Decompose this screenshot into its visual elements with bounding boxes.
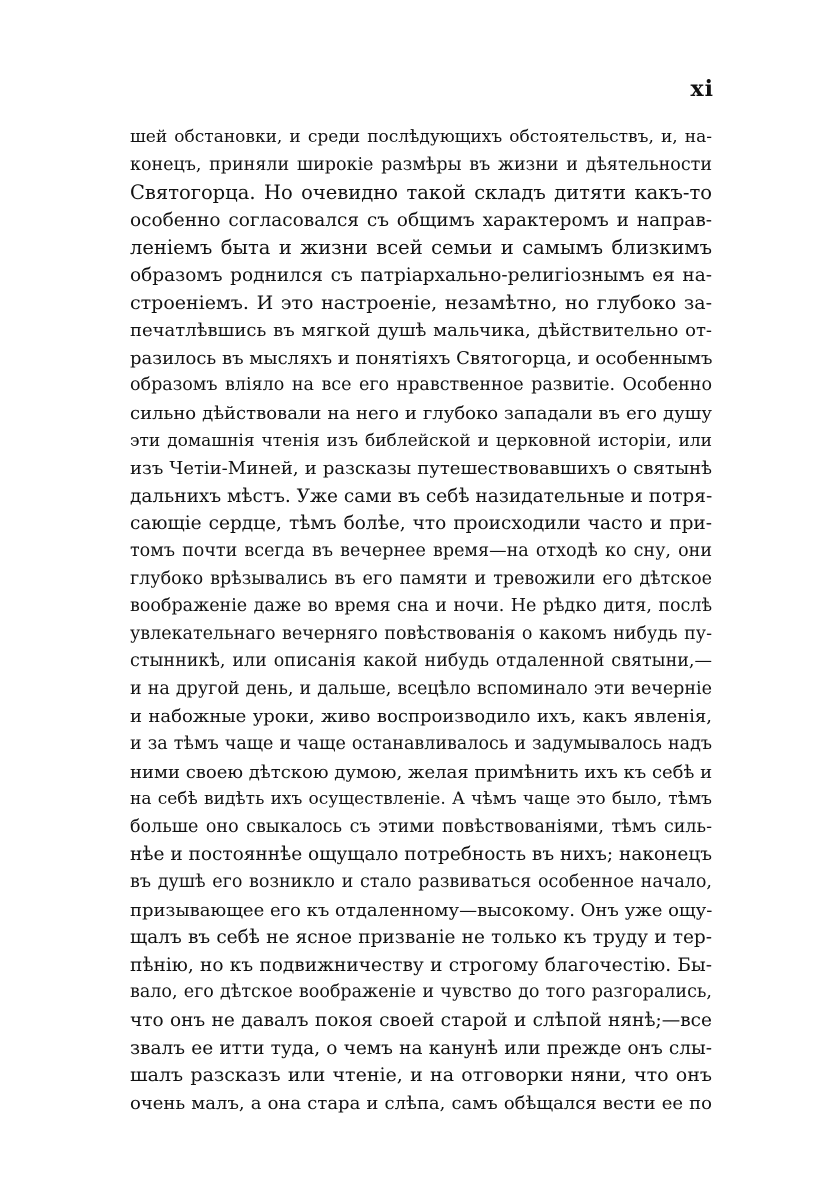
text-line: увлекательнаго вечерняго повѣствованія о какомъ нибудь пу- [130,623,712,644]
text-line: больше оно свыкалось съ этими повѣствованіями, тѣмъ силь- [130,816,712,837]
text-line: особенно согласовался съ общимъ характеромъ и направ- [130,209,712,231]
text-line: воображеніе даже во время сна и ночи. Не рѣдко дитя, послѣ [130,596,712,617]
text-line: сильно дѣйствовали на него и глубоко западали въ его душу [130,402,712,424]
text-line: сающіе сердце, тѣмъ болѣе, что происходили часто и при- [130,513,712,535]
text-line: эти домашнія чтенія изъ библейской и церковной исторіи, или [130,430,712,451]
text-line: на себѣ видѣть ихъ осуществленіе. А чѣмъ чаще это было, тѣмъ [130,789,712,810]
text-line: очень малъ, а она стара и слѣпа, самъ обѣщался вести ее по [130,1092,712,1114]
text-line: строеніемъ. И это настроеніе, незамѣтно, но глубоко за- [130,291,712,314]
text-line: леніемъ быта и жизни всей семьи и самымъ близкимъ [130,236,712,260]
text-line: и набожные уроки, живо воспроизводило ихъ, какъ явленія, [130,706,712,728]
text-line: разилось въ мысляхъ и понятіяхъ Святогорца, и особеннымъ [130,347,712,369]
text-line: изъ Четіи-Миней, и разсказы путешествовавшихъ о святынѣ [130,458,712,480]
text-line: и за тѣмъ чаще и чаще останавливалось и задумывалось надъ [130,734,712,755]
text-line: Святогорца. Но очевидно такой складъ дитяти какъ-то [130,181,712,205]
text-line: и на другой день, и дальше, всецѣло вспоминало эти вечерніе [130,678,712,699]
body-text [130,124,712,1117]
text-line: шей обстановки, и среди послѣдующихъ обстоятельствъ, и, на- [130,127,712,147]
text-line: томъ почти всегда въ вечернее время—на отходѣ ко сну, они [130,540,712,561]
text-line: призывающее его къ отдаленному—высокому. Онъ уже ощу- [130,899,712,921]
text-line: звалъ ее итти туда, о чемъ на канунѣ или прежде онъ слы- [130,1037,712,1059]
text-line: ними своею дѣтскою думою, желая примѣнить ихъ къ себѣ и [130,761,712,783]
text-line: печатлѣвшись въ мягкой душѣ мальчика, дѣйствительно от- [130,320,712,342]
text-line: вало, его дѣтское воображеніе и чувство до того разгорались, [130,982,712,1003]
text-line: стынникѣ, или описанія какой нибудь отдаленной святыни,— [130,651,712,672]
text-line: дальнихъ мѣстъ. Уже сами въ себѣ назидательные и потря- [130,485,712,507]
text-line: образомъ роднился съ патріархально-религіознымъ ея на- [130,264,712,286]
text-line: образомъ вліяло на все его нравственное развитіе. Особенно [130,375,712,396]
text-line: нѣе и постояннѣе ощущало потребность въ нихъ; наконецъ [130,844,712,866]
text-line: шалъ разсказъ или чтеніе, и на отговорки няни, что онъ [130,1064,712,1087]
page-number: xi [690,76,714,102]
text-line: конецъ, приняли широкіе размѣры въ жизни и дѣятельности [130,154,712,175]
text-line: пѣнію, но къ подвижничеству и строгому благочестію. Бы- [130,954,712,976]
text-line: что онъ не давалъ покоя своей старой и слѣпой нянѣ;—все [130,1010,712,1031]
text-line: глубоко врѣзывались въ его памяти и тревожили его дѣтское [130,568,712,589]
text-line: въ душѣ его возникло и стало развиваться особенное начало, [130,872,712,893]
text-line: щалъ въ себѣ не ясное призваніе не только къ труду и тер- [130,927,712,949]
